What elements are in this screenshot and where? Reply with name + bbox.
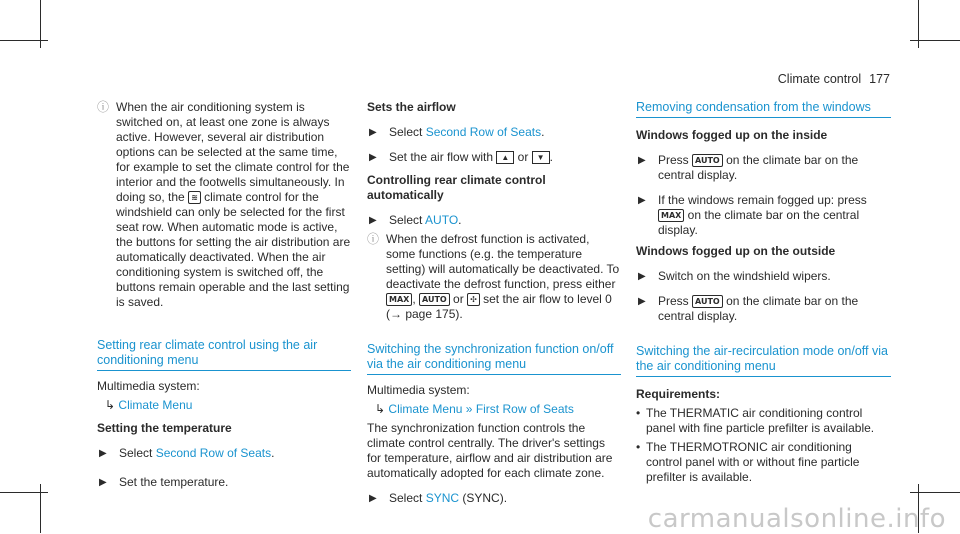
menu-link-auto[interactable]: AUTO [425, 213, 459, 227]
column-2 [367, 100, 621, 506]
page-number: 177 [869, 72, 890, 86]
watermark: carmanualsonline.info [647, 504, 946, 534]
bullet-icon: • [636, 440, 641, 454]
crop-mark [910, 40, 960, 41]
menu-link-climate[interactable]: Climate Menu [388, 402, 463, 416]
step: ▶ Select AUTO. [369, 213, 462, 227]
step-arrow-icon: ▶ [369, 215, 377, 226]
path-arrow-icon: ↳ [105, 398, 116, 412]
sub-title: Controlling rear climate control automatically [367, 173, 546, 202]
list-item: • The THERMOTRONIC air conditioning control panel with or without fine particle prefilter is available. [636, 440, 860, 484]
list-item: • The THERMATIC air conditioning control panel with fine particle prefilter is available. [636, 406, 875, 435]
section-title: Removing condensation from the windows [636, 100, 891, 118]
menu-link-sync[interactable]: SYNC [425, 491, 460, 505]
step: ▶ Switch on the windshield wipers. [638, 269, 831, 283]
windshield-icon: ≋ [188, 191, 201, 204]
column-1 [97, 100, 351, 490]
fan-icon: ✣ [467, 293, 480, 306]
step: ▶ Select Second Row of Seats. [369, 125, 545, 139]
menu-link-second-row[interactable]: Second Row of Seats [155, 446, 272, 460]
section-title: Switching the air-recirculation mode on/off via the air conditioning menu [636, 344, 891, 377]
step-arrow-icon: ▶ [638, 296, 646, 307]
menu-link-first-row[interactable]: First Row of Seats [475, 402, 574, 416]
step-arrow-icon: ▶ [369, 127, 377, 138]
step-arrow-icon: ▶ [99, 477, 107, 488]
defrost-max-icon: MAX [386, 293, 412, 306]
step-arrow-icon: ▶ [638, 271, 646, 282]
sub-title: Windows fogged up on the outside [636, 244, 836, 258]
section-title: Setting rear climate control using the air conditioning menu [97, 338, 351, 371]
info-note: ⓘ When the air conditioning system is switched on, at least one zone is always active. However, several air distribution options can be selected at the same time, for example to set the climate control for the interior and the footwells simultaneously. In doing so, the ≋ climate control for the windshield can only be selected for the first seat row. When automatic mode is active, the buttons for setting the air distribution are automatically deactivated. When the air conditioning system is switched off, the buttons remain operable and the last setting is saved. [97, 100, 351, 309]
auto-icon: AUTO [692, 295, 723, 308]
step: ▶ Select Second Row of Seats. [99, 446, 275, 460]
step: ▶ Select SYNC (SYNC). [369, 491, 508, 505]
path-label: Multimedia system: [367, 383, 470, 397]
step: ▶ If the windows remain fogged up: press MAX on the climate bar on the central display. [638, 193, 867, 237]
section-title: Switching the synchronization function on/off via the air conditioning menu [367, 342, 621, 375]
path-separator-icon: » [465, 402, 473, 416]
sub-title: Sets the airflow [367, 100, 456, 114]
info-icon: ⓘ [367, 232, 380, 246]
menu-path [367, 402, 621, 417]
step-arrow-icon: ▶ [638, 195, 646, 206]
auto-icon: AUTO [419, 293, 450, 306]
auto-icon: AUTO [692, 154, 723, 167]
crop-mark [0, 40, 48, 41]
step-arrow-icon: ▶ [369, 152, 377, 163]
crop-mark [0, 492, 48, 493]
path-arrow-icon: ↳ [375, 402, 386, 416]
sub-title: Setting the temperature [97, 421, 232, 435]
section-name: Climate control [777, 72, 862, 86]
info-icon: ⓘ [97, 100, 110, 114]
step-arrow-icon: ▶ [99, 448, 107, 459]
page-header [778, 72, 890, 87]
step: ▶ Set the air flow with ▲ or ▼ . [369, 150, 553, 164]
step: ▶ Press AUTO on the climate bar on the central display. [638, 294, 859, 323]
airflow-down-icon: ▼ [532, 151, 550, 164]
airflow-up-icon: ▲ [496, 151, 514, 164]
step: ▶ Press AUTO on the climate bar on the central display. [638, 153, 859, 182]
sub-title: Windows fogged up on the inside [636, 128, 828, 142]
step-arrow-icon: ▶ [638, 155, 646, 166]
column-3 [636, 100, 891, 485]
path-label: Multimedia system: [97, 379, 200, 393]
crop-mark [910, 492, 960, 493]
menu-link-climate[interactable]: Climate Menu [118, 398, 193, 412]
info-note: ⓘ When the defrost function is activated, some functions (e.g. the temperature setting) will automatically be deactivated. To deactivate the defrost function, press either MAX , AUTO or ✣ set the air flow to level 0 (→ page 175). [367, 232, 620, 321]
bullet-icon: • [636, 406, 641, 420]
menu-link-second-row[interactable]: Second Row of Seats [425, 125, 542, 139]
menu-path [97, 398, 351, 413]
defrost-max-icon: MAX [658, 209, 684, 222]
body-text: The synchronization function controls the climate control centrally. The driver's settings for temperature, airflow and air distribution are automatically adopted for each climate zone. [367, 421, 613, 480]
step: ▶ Set the temperature. [99, 475, 229, 489]
step-arrow-icon: ▶ [369, 493, 377, 504]
requirements-title: Requirements: [636, 387, 721, 401]
